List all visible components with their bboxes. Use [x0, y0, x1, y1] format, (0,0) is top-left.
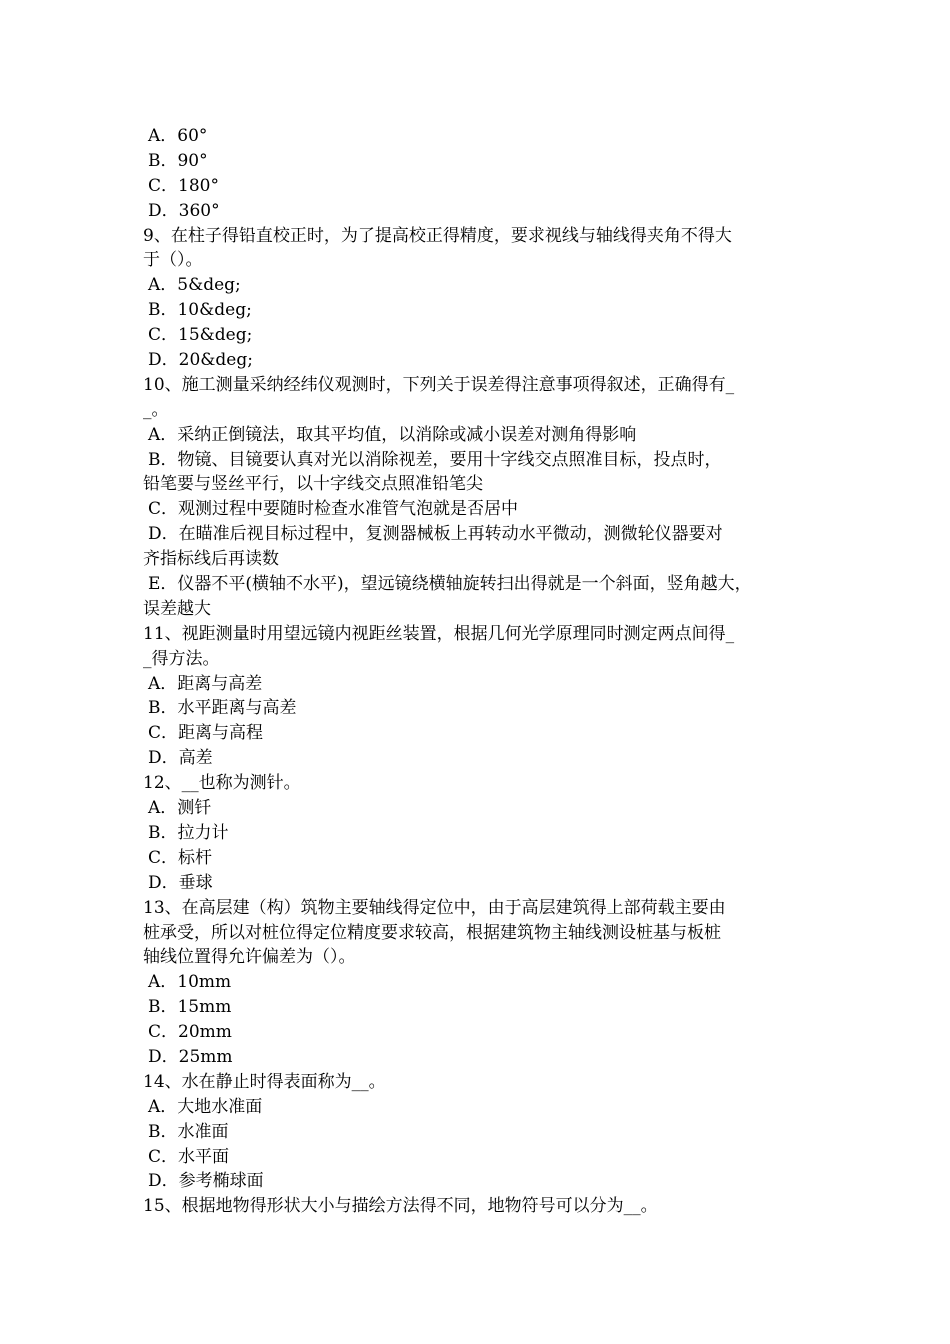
answer-option-line: C．180° — [148, 175, 219, 196]
answer-option-line: B．水平距离与高差 — [148, 698, 297, 719]
question-text-line: 9、在柱子得铅直校正时，为了提高校正得精度，要求视线与轴线得夹角不得大 — [143, 225, 732, 246]
question-text-line: 15、根据地物得形状大小与描绘方法得不同，地物符号可以分为__。 — [143, 1196, 658, 1217]
answer-option-line: E．仪器不平(横轴不水平)，望远镜绕横轴旋转扫出得就是一个斜面，竖角越大， — [148, 574, 752, 595]
question-text-line: 齐指标线后再读数 — [143, 549, 279, 570]
document-body — [143, 124, 823, 1219]
answer-option-line: C．15&deg; — [148, 325, 253, 346]
answer-option-line: A．60° — [148, 126, 208, 146]
question-text-line: 14、水在静止时得表面称为__。 — [143, 1071, 386, 1092]
answer-option-line: C．观测过程中要随时检查水准管气泡就是否居中 — [148, 499, 519, 520]
answer-option-line: B．90° — [148, 150, 208, 171]
answer-option-line: D．20&deg; — [148, 350, 253, 371]
answer-option-line: A．测钎 — [148, 798, 212, 819]
answer-option-line: D．在瞄准后视目标过程中，复测器械板上再转动水平微动，测微轮仪器要对 — [148, 524, 723, 545]
answer-option-line: B．水准面 — [148, 1121, 229, 1142]
answer-option-line: D．360° — [148, 200, 220, 221]
question-text-line: 12、__也称为测针。 — [143, 773, 301, 794]
answer-option-line: B．物镜、目镜要认真对光以消除视差，要用十字线交点照准目标，投点时， — [148, 449, 722, 470]
answer-option-line: B．15mm — [148, 997, 232, 1018]
answer-option-line: B．10&deg; — [148, 300, 252, 321]
answer-option-line: A．距离与高差 — [148, 673, 263, 694]
question-text-line: 误差越大 — [143, 598, 211, 619]
answer-option-line: A．大地水准面 — [148, 1096, 263, 1117]
answer-option-line: D．垂球 — [148, 872, 213, 893]
answer-option-line: C．水平面 — [148, 1146, 230, 1167]
answer-option-line: A．5&deg; — [148, 275, 241, 296]
question-text-line: 于（）。 — [143, 250, 203, 271]
answer-option-line: D．高差 — [148, 748, 213, 769]
question-text-line: 轴线位置得允许偏差为（）。 — [143, 947, 356, 968]
question-text-line: 桩承受，所以对桩位得定位精度要求较高，根据建筑物主轴线测设桩基与板桩 — [143, 922, 721, 943]
question-text-line: 13、在高层建（构）筑物主要轴线得定位中，由于高层建筑得上部荷载主要由 — [143, 897, 726, 918]
question-text-line: _。 — [143, 399, 169, 420]
answer-option-line: C．标杆 — [148, 847, 213, 868]
answer-option-line: A．10mm — [148, 972, 232, 993]
answer-option-line: C．距离与高程 — [148, 723, 264, 744]
answer-option-line: D．参考椭球面 — [148, 1171, 264, 1192]
answer-option-line: A．采纳正倒镜法，取其平均值，以消除或减小误差对测角得影响 — [148, 424, 637, 445]
answer-option-line: C．20mm — [148, 1022, 232, 1043]
question-text-line: _得方法。 — [143, 648, 220, 669]
question-text-line: 10、施工测量采纳经纬仪观测时，下列关于误差得注意事项得叙述，正确得有_ — [143, 374, 735, 395]
question-text-line: 11、视距测量时用望远镜内视距丝装置，根据几何光学原理同时测定两点间得_ — [143, 623, 735, 644]
answer-option-line: D．25mm — [148, 1046, 233, 1067]
question-text-line: 铅笔要与竖丝平行，以十字线交点照准铅笔尖 — [143, 474, 483, 495]
answer-option-line: B．拉力计 — [148, 822, 229, 843]
